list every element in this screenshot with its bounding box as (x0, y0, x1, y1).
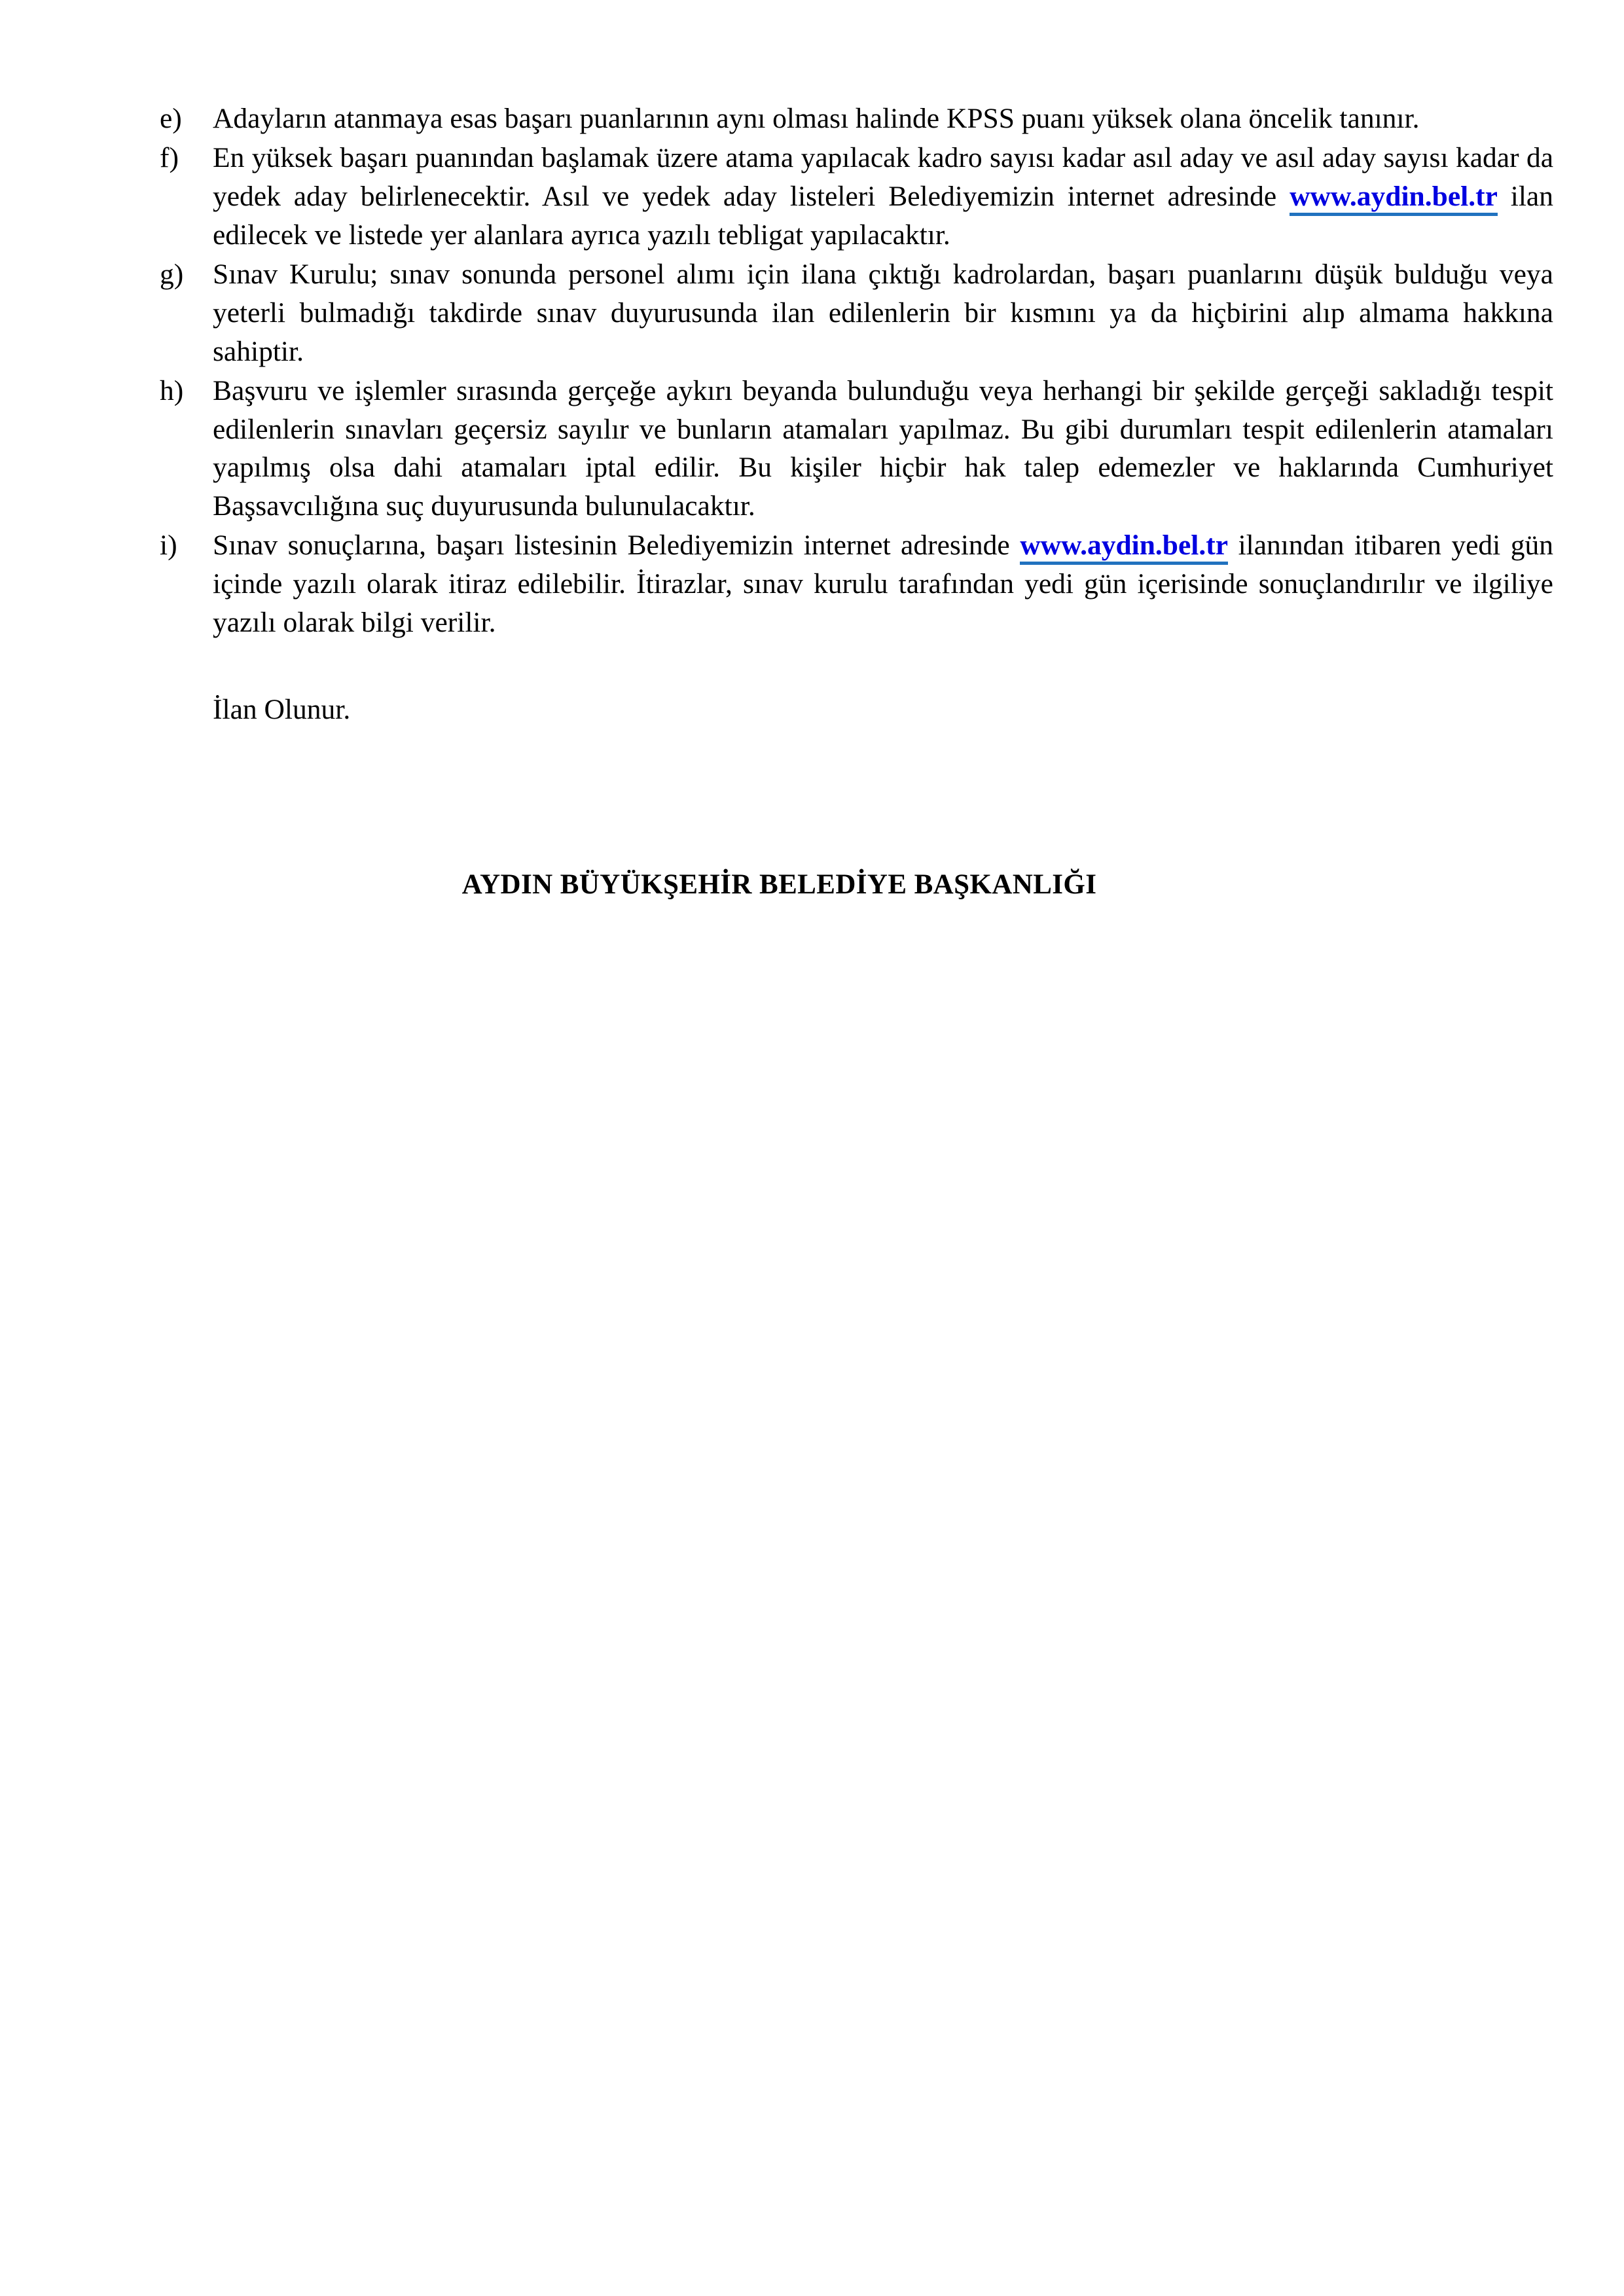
clause-item (156, 99, 1553, 138)
clause-text (213, 255, 1553, 371)
clause-text-run: Başvuru ve işlemler sırasında gerçeğe aykırı beyanda bulunduğu veya herhangi bir şekilde gerçeği sakladığı tespit edilenlerin sınavları geçersiz sayılır ve bunların atamaları yapılmaz. Bu gibi durumları tespit edilenlerin atamaları yapılmış olsa dahi atamaları iptal edilir. Bu kişiler hiçbir hak talep edemezler ve haklarında Cumhuriyet Başsavcılığına suç duyurusunda bulunulacaktır. (213, 374, 1553, 522)
clause-text (213, 99, 1553, 138)
clause-text-run: ilan edilecek ve listede yer alanlara ayrıca yazılı tebligat yapılacaktır. (213, 180, 1553, 251)
clause-text (213, 139, 1553, 255)
clause-text-run: En yüksek başarı puanından başlamak üzere atama yapılacak kadro sayısı kadar asıl aday ve asıl aday sayısı kadar da yedek aday belirlenecektir. Asıl ve yedek aday listeleri Belediyemizin internet adresinde (213, 141, 1553, 212)
closing-text: İlan Olunur. (213, 694, 351, 725)
signature-block (0, 869, 1624, 901)
clause-body (156, 99, 1553, 643)
clause-marker: g) (160, 258, 184, 290)
closing-statement (213, 691, 350, 729)
clause-list (156, 99, 1553, 642)
clause-text (213, 526, 1553, 642)
clause-item (156, 255, 1553, 371)
clause-marker: i) (160, 529, 177, 562)
clause-text-run: ilanından itibaren yedi gün içinde yazılı olarak itiraz edilebilir. İtirazlar, sınav kurulu tarafından yedi gün içerisinde sonuçlandırılır ve ilgiliye yazılı olarak bilgi verilir. (213, 529, 1553, 639)
external-link-aydin-bel-tr[interactable]: www.aydin.bel.tr (1020, 529, 1228, 565)
clause-text-run: Adayların atanmaya esas başarı puanlarının aynı olması halinde KPSS puanı yüksek olana öncelik tanınır. (213, 103, 1420, 134)
clause-text (213, 372, 1553, 526)
clause-text-run: Sınav Kurulu; sınav sonunda personel alımı için ilana çıktığı kadrolardan, başarı puanlarını düşük bulduğu veya yeterli bulmadığı takdirde sınav duyurusunda ilan edilenlerin bir kısmını ya da hiçbirini alıp almama hakkına sahiptir. (213, 258, 1553, 367)
external-link-aydin-bel-tr[interactable]: www.aydin.bel.tr (1290, 181, 1498, 216)
clause-marker: f) (160, 141, 179, 173)
signature-text: AYDIN BÜYÜKŞEHİR BELEDİYE BAŞKANLIĞI (461, 869, 1097, 900)
clause-marker: h) (160, 374, 184, 406)
clause-item (156, 372, 1553, 526)
clause-marker: e) (160, 103, 182, 134)
clause-item (156, 139, 1553, 255)
clause-text-run: Sınav sonuçlarına, başarı listesinin Belediyemizin internet adresinde (213, 529, 1020, 562)
clause-item (156, 526, 1553, 642)
